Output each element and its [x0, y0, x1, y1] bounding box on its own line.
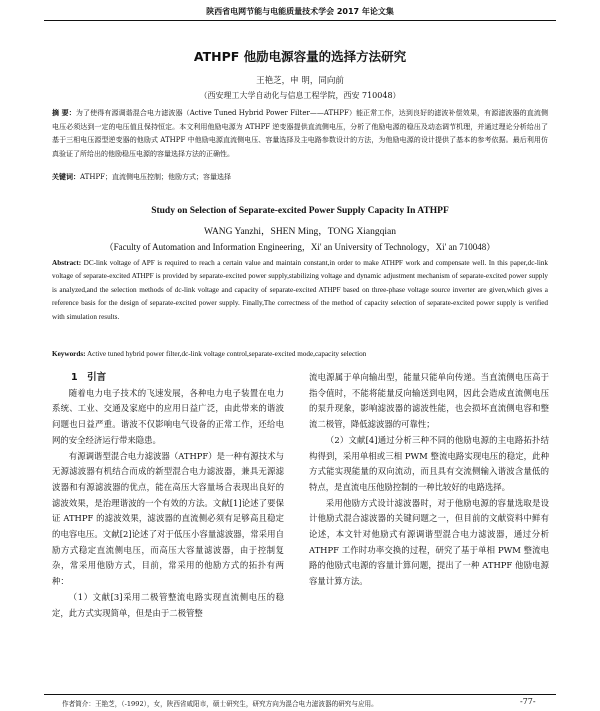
keywords-en: [52, 350, 548, 358]
paper-title-cn: ATHPF 他励电源容量的选择方法研究: [193, 49, 407, 64]
body-column-left: [52, 370, 284, 621]
section-heading: 1 引言: [71, 372, 107, 383]
authors-en: WANG Yanzhi，SHEN Ming，TONG Xiangqian: [204, 227, 396, 237]
body-paragraph: 采用他励方式设计滤波器时，对于他励电源的容量选取是设计他励式混合滤波器的关键问题之一，但目前的文献资料中鲜有论述，本文针对他励式有源调谐型混合电力滤波器，通过分析 ATHPF 工作时功率交换的过程，研究了基于单相 PWM 整流电路的他励式电源的容量计算问题，提出了一种 ATHPF 他励电源容量计算方法。: [309, 497, 549, 587]
body-column-right: [309, 370, 549, 590]
running-header: 陕西省电网节能与电能质量技术学会 2017 年论文集: [206, 7, 394, 16]
abstract-cn: [52, 107, 548, 161]
keywords-en-text: Active tuned hybrid power filter,dc-link voltage control,separate-excited mode,capacity selection: [86, 350, 367, 358]
body-paragraph: （2）文献[4]通过分析三种不同的他励电源的主电路拓扑结构得到，采用单相或三相 PWM 整流电路实现电压的稳定，此种方式能实现能量的双向流动，而且具有交流侧输入谐波含量低的特点，是直流电压他励控制的一种比较好的电路选择。: [309, 434, 549, 492]
keywords-cn: [52, 172, 548, 182]
page-number: -77-: [520, 697, 536, 706]
abstract-en-label: Abstract:: [52, 259, 82, 267]
body-paragraph: 随着电力电子技术的飞速发展，各种电力电子装置在电力系统、工业、交通及家庭中的应用日益广泛，由此带来的谐波问题也日益严重。谐波不仅影响电气设备的正常工作，还给电网的安全经济运行带来隐患。: [52, 387, 284, 445]
author-footnote: 作者简介：王艳芝，（-1992），女，陕西省咸阳市，硕士研究生，研究方向为混合电力滤波器的研究与应用。: [62, 700, 378, 708]
keywords-en-label: Keywords:: [52, 350, 86, 358]
paper-title-en: Study on Selection of Separate-excited Power Supply Capacity In ATHPF: [151, 206, 449, 216]
keywords-cn-text: ATHPF；直流侧电压控制；他励方式；容量选择: [80, 173, 232, 181]
body-paragraph: （1）文献[3]采用二极管整流电路实现直流侧电压的稳定，此方式实现简单，但是由于二极管整: [52, 591, 284, 618]
abstract-cn-text: 为了使得有源调谐混合电力滤波器（Active Tuned Hybrid Power Filter——ATHPF）能正常工作，达到良好的滤波补偿效果，有源滤波器的直流侧电压必须达到一定的电压值且保持恒定。本文利用他励电源为 ATHPF 逆变器提供直流侧电压，分析了他励电源的稳压及动态调节机理，并通过理论分析给出了基于三相电压源型逆变器的他励式 ATHPF 中他励电源直流侧电压、容量选择及主电路参数设计的方法，为他励电源的设计提供了基本的参考依据。最后利用仿真验证了所给出的他励稳压电源的容量选择方法的正确性。: [52, 109, 548, 158]
footer-rule: [44, 694, 556, 695]
header-rule: [44, 20, 556, 21]
abstract-en: [52, 257, 548, 324]
affiliation-cn: （西安理工大学自动化与信息工程学院，西安 710048）: [199, 91, 401, 100]
authors-cn: 王艳芝，申 明，同向前: [256, 76, 344, 86]
abstract-cn-label: 摘 要：: [52, 109, 76, 117]
body-paragraph: 流电源属于单向输出型，能量只能单向传递。当直流侧电压高于指令值时，不能将能量反向输送到电网，因此会造成直流侧电压的泵升现象，影响滤波器的滤波性能，也会损坏直流侧电容和整流二极管，降低滤波器的可靠性；: [309, 372, 549, 430]
body-paragraph: 有源调谐型混合电力滤波器（ATHPF）是一种有源技术与无源滤波器有机结合而成的新型混合电力滤波器，兼具无源滤波器和有源滤波器的优点，能在高压大容量场合表现出良好的滤波效果，是治理谐波的一个有效的方法。文献[1]论述了要保证 ATHPF 的滤波效果，滤波器的直流侧必须有足够高且稳定的电容电压。文献[2]论述了对于低压小容量滤波器，常采用自励方式稳定直流侧电压，而高压大容量滤波器，由于控制复杂，常采用他励方式，目前，常采用的他励方式的拓扑有两种：: [52, 450, 284, 587]
keywords-cn-label: 关键词：: [52, 173, 80, 181]
abstract-en-text: DC-link voltage of APF is required to reach a certain value and maintain constant,in order to make ATHPF work and compensate well. In this paper,dc-link voltage of separate-excited ATHPF is provided by separate-excited power supply,stabilizing voltage and dynamic adjustment mechanism of separate-excited power supply is analyzed,and the selection methods of dc-link voltage and capacity of separate-excited ATHPF based on three-phase voltage source inverter are given,which gives a reference basis for the design of separate-excited power supply. Finally,The correctness of the method of capacity selection of separate-excited power supply is verified with simulation results.: [52, 259, 549, 321]
affiliation-en: （Faculty of Automation and Information Engineering，Xi' an University of Technology，Xi' an 710048）: [104, 242, 496, 252]
